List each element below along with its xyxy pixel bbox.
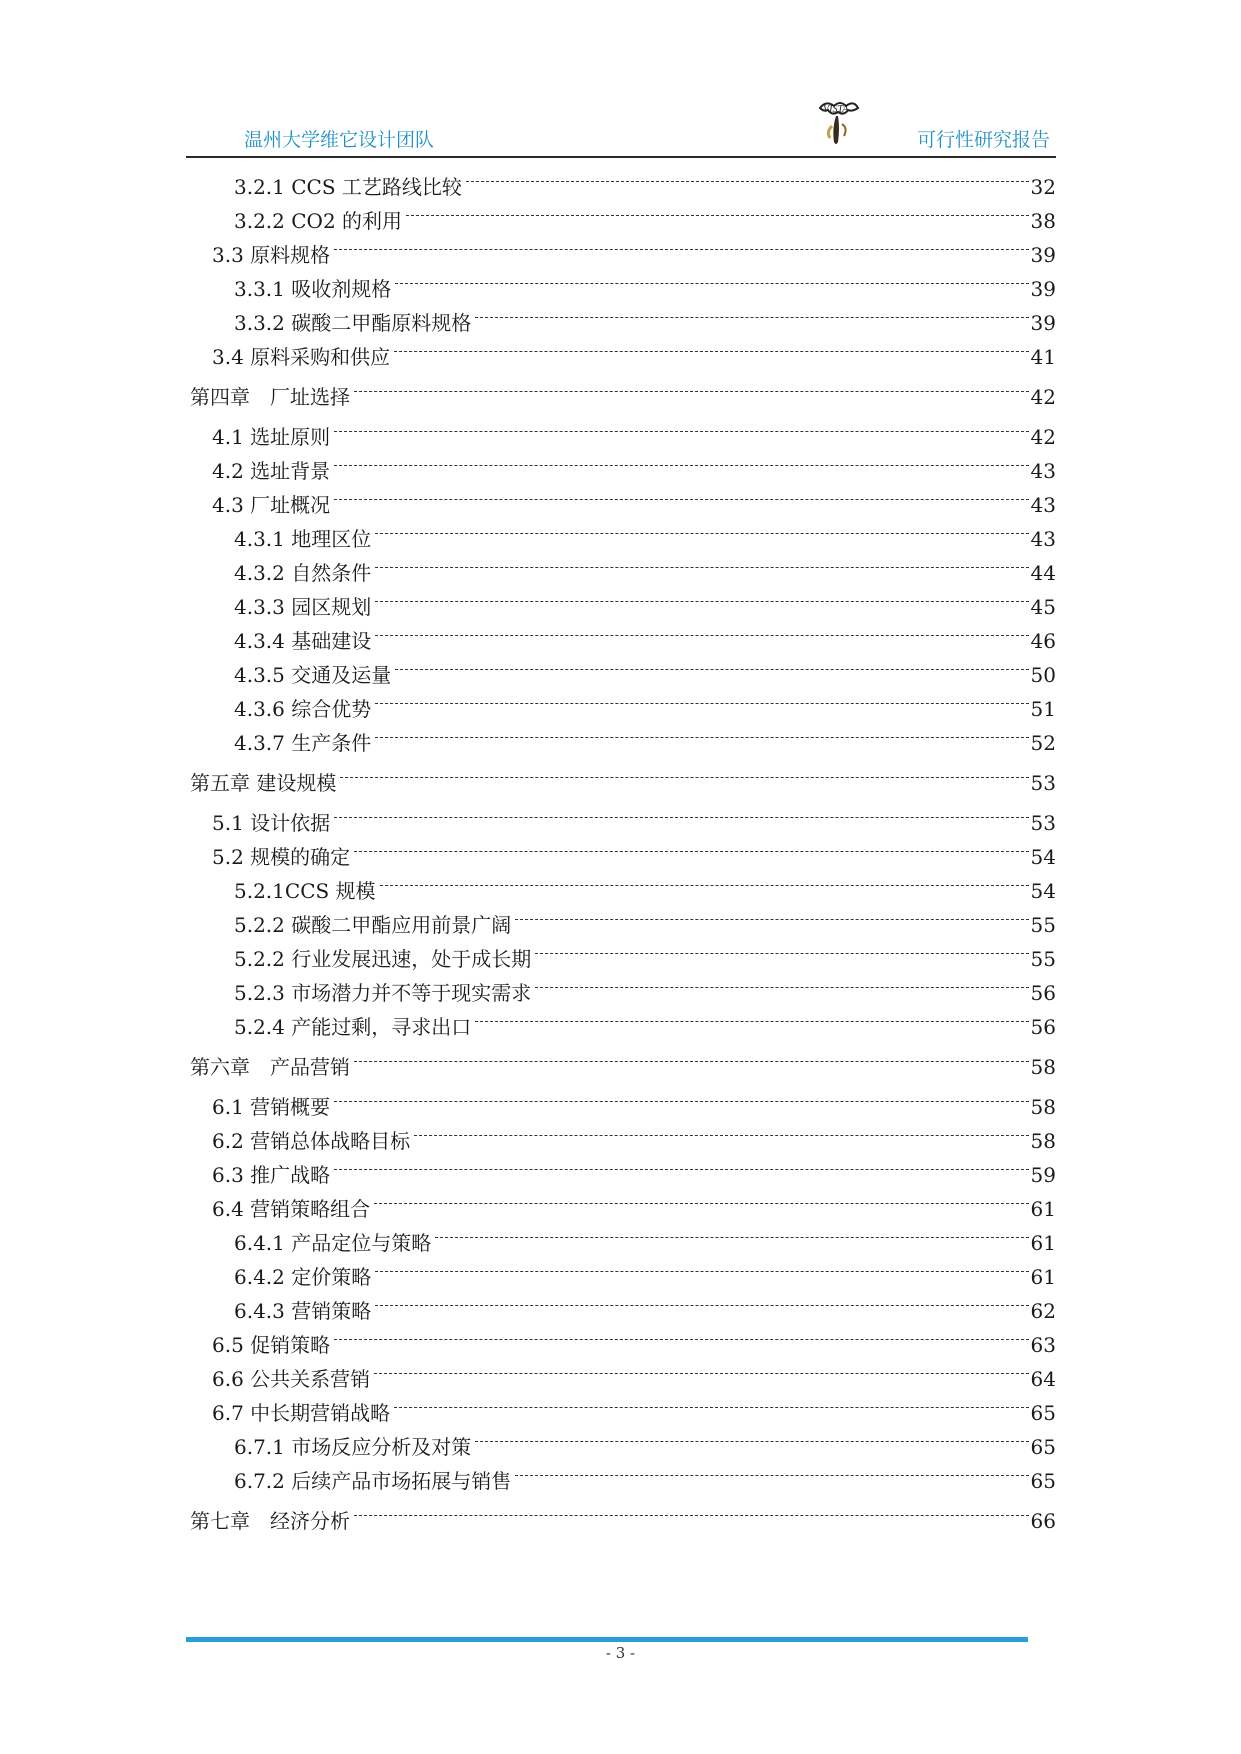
- toc-leader: [334, 410, 1028, 444]
- toc-leader: [375, 716, 1028, 750]
- toc-leader: [375, 512, 1028, 546]
- toc-leader: [334, 796, 1028, 830]
- toc-leader: [515, 1454, 1028, 1488]
- toc-item-page: 58: [1030, 1129, 1056, 1153]
- toc-leader: [515, 898, 1028, 932]
- toc-leader: [374, 1352, 1028, 1386]
- toc-leader: [334, 1080, 1028, 1114]
- toc-leader: [375, 1284, 1028, 1318]
- toc-item-page: 59: [1030, 1163, 1056, 1187]
- toc-leader: [466, 160, 1029, 194]
- toc-item-label: 6.2 营销总体战略目标: [212, 1129, 411, 1153]
- toc-leader: [535, 932, 1028, 966]
- toc-item-label: 4.3.1 地理区位: [234, 527, 372, 551]
- toc-leader: [375, 580, 1028, 614]
- toc-item-label: 6.4.3 营销策略: [234, 1299, 372, 1323]
- table-of-contents: [186, 160, 1056, 1534]
- toc-item-label: 6.3 推广战略: [212, 1163, 331, 1187]
- toc-item[interactable]: [186, 194, 1056, 233]
- toc-leader: [475, 296, 1028, 330]
- toc-item-page: 51: [1030, 697, 1056, 721]
- toc-item[interactable]: [186, 228, 1056, 267]
- toc-leader: [435, 1216, 1028, 1250]
- toc-item-page: 65: [1030, 1469, 1056, 1493]
- toc-item[interactable]: [186, 1216, 1056, 1255]
- toc-leader: [334, 478, 1028, 512]
- toc-item[interactable]: [186, 1148, 1056, 1187]
- toc-item[interactable]: [186, 682, 1056, 721]
- toc-item[interactable]: [186, 614, 1056, 653]
- toc-item-label: 3.2.1 CCS 工艺路线比较: [234, 175, 462, 199]
- toc-item-label: 5.2.4 产能过剩，寻求出口: [234, 1015, 472, 1039]
- toc-item-page: 56: [1030, 1015, 1056, 1039]
- toc-leader: [395, 262, 1028, 296]
- toc-item-page: 61: [1030, 1231, 1056, 1255]
- toc-item-page: 64: [1030, 1367, 1056, 1391]
- toc-item[interactable]: [186, 932, 1056, 971]
- toc-item-label: 6.4 营销策略组合: [212, 1197, 371, 1221]
- toc-item-page: 61: [1030, 1265, 1056, 1289]
- toc-item-page: 38: [1030, 209, 1056, 233]
- toc-item[interactable]: [186, 830, 1056, 869]
- toc-item[interactable]: [186, 1080, 1056, 1119]
- toc-item-label: 4.3.7 生产条件: [234, 731, 372, 755]
- toc-item-label: 6.5 促销策略: [212, 1333, 331, 1357]
- toc-item[interactable]: [186, 546, 1056, 585]
- toc-item[interactable]: [186, 1284, 1056, 1323]
- toc-item[interactable]: [186, 796, 1056, 835]
- toc-item[interactable]: [186, 716, 1056, 755]
- footer-rule: [186, 1637, 1028, 1642]
- toc-item[interactable]: [186, 1182, 1056, 1221]
- toc-item-page: 53: [1030, 771, 1056, 795]
- toc-item-label: 3.3 原料规格: [212, 243, 331, 267]
- toc-item[interactable]: [186, 1250, 1056, 1289]
- toc-item-label: 5.2.2 碳酸二甲酯应用前景广阔: [234, 913, 512, 937]
- toc-item-page: 54: [1030, 879, 1056, 903]
- toc-item-page: 61: [1030, 1197, 1056, 1221]
- toc-leader: [340, 756, 1028, 790]
- toc-item[interactable]: [186, 1352, 1056, 1391]
- toc-item-page: 50: [1030, 663, 1056, 687]
- toc-leader: [414, 1114, 1028, 1148]
- toc-leader: [406, 194, 1029, 228]
- svg-text:VISTA: VISTA: [823, 104, 849, 115]
- toc-item-label: 6.1 营销概要: [212, 1095, 331, 1119]
- vista-logo-icon: [814, 98, 862, 150]
- toc-item[interactable]: [186, 1454, 1056, 1493]
- toc-item-label: 6.4.1 产品定位与策略: [234, 1231, 432, 1255]
- toc-item-label: 5.2.2 行业发展迅速，处于成长期: [234, 947, 532, 971]
- toc-leader: [475, 1420, 1028, 1454]
- toc-chapter[interactable]: [186, 1040, 1056, 1079]
- toc-leader: [334, 1318, 1028, 1352]
- toc-item-page: 44: [1030, 561, 1056, 585]
- toc-leader: [535, 966, 1028, 1000]
- toc-leader: [374, 1182, 1028, 1216]
- toc-item[interactable]: [186, 1114, 1056, 1153]
- toc-item-label: 第七章 经济分析: [190, 1509, 350, 1533]
- toc-item[interactable]: [186, 1000, 1056, 1039]
- toc-leader: [354, 370, 1029, 404]
- toc-item[interactable]: [186, 512, 1056, 551]
- toc-item-label: 5.2.1CCS 规模: [234, 879, 376, 903]
- toc-item[interactable]: [186, 864, 1056, 903]
- toc-item-page: 43: [1030, 459, 1056, 483]
- toc-item-label: 6.7.1 市场反应分析及对策: [234, 1435, 472, 1459]
- report-title: 可行性研究报告: [916, 129, 1050, 151]
- toc-leader: [375, 1250, 1028, 1284]
- toc-leader: [354, 1040, 1029, 1074]
- toc-item-page: 62: [1030, 1299, 1056, 1323]
- toc-item-page: 66: [1030, 1509, 1056, 1533]
- toc-item-label: 4.3 厂址概况: [212, 493, 331, 517]
- toc-item-page: 39: [1030, 277, 1056, 301]
- toc-item-page: 55: [1030, 947, 1056, 971]
- toc-item-label: 6.4.2 定价策略: [234, 1265, 372, 1289]
- toc-item-label: 4.2 选址背景: [212, 459, 331, 483]
- toc-leader: [375, 614, 1028, 648]
- toc-item[interactable]: [186, 296, 1056, 335]
- toc-item-page: 43: [1030, 493, 1056, 517]
- toc-item-label: 6.7 中长期营销战略: [212, 1401, 391, 1425]
- toc-item-label: 4.3.5 交通及运量: [234, 663, 392, 687]
- toc-leader: [375, 546, 1028, 580]
- toc-item-label: 第五章 建设规模: [190, 771, 337, 795]
- toc-item[interactable]: [186, 898, 1056, 937]
- toc-leader: [354, 830, 1028, 864]
- toc-item-label: 第六章 产品营销: [190, 1055, 350, 1079]
- toc-item-label: 第四章 厂址选择: [190, 385, 350, 409]
- toc-item[interactable]: [186, 580, 1056, 619]
- toc-leader: [394, 330, 1028, 364]
- page-header: [186, 84, 1056, 158]
- toc-chapter[interactable]: [186, 1494, 1056, 1533]
- toc-item-page: 46: [1030, 629, 1056, 653]
- team-name: 温州大学维它设计团队: [244, 129, 435, 151]
- toc-item-page: 54: [1030, 845, 1056, 869]
- toc-item-page: 39: [1030, 311, 1056, 335]
- toc-leader: [475, 1000, 1028, 1034]
- toc-leader: [380, 864, 1029, 898]
- toc-item[interactable]: [186, 330, 1056, 369]
- toc-item[interactable]: [186, 648, 1056, 687]
- toc-item-label: 4.3.4 基础建设: [234, 629, 372, 653]
- toc-item-page: 58: [1030, 1095, 1056, 1119]
- toc-chapter[interactable]: [186, 370, 1056, 409]
- toc-item[interactable]: [186, 966, 1056, 1005]
- toc-leader: [394, 1386, 1028, 1420]
- toc-item-page: 56: [1030, 981, 1056, 1005]
- toc-item-page: 41: [1030, 345, 1056, 369]
- toc-item-label: 3.3.2 碳酸二甲酯原料规格: [234, 311, 472, 335]
- toc-item[interactable]: [186, 478, 1056, 517]
- toc-item-label: 6.7.2 后续产品市场拓展与销售: [234, 1469, 512, 1493]
- toc-item-page: 43: [1030, 527, 1056, 551]
- toc-item-page: 45: [1030, 595, 1056, 619]
- toc-item[interactable]: [186, 262, 1056, 301]
- toc-leader: [375, 682, 1028, 716]
- toc-item-label: 6.6 公共关系营销: [212, 1367, 371, 1391]
- toc-item-label: 5.1 设计依据: [212, 811, 331, 835]
- toc-item-page: 52: [1030, 731, 1056, 755]
- toc-item-page: 58: [1030, 1055, 1056, 1079]
- toc-item-page: 39: [1030, 243, 1056, 267]
- toc-item-label: 3.2.2 CO2 的利用: [234, 209, 403, 233]
- toc-item-page: 65: [1030, 1435, 1056, 1459]
- toc-item[interactable]: [186, 1386, 1056, 1425]
- toc-item-label: 5.2 规模的确定: [212, 845, 351, 869]
- toc-item-page: 55: [1030, 913, 1056, 937]
- toc-leader: [354, 1494, 1029, 1528]
- toc-item-page: 65: [1030, 1401, 1056, 1425]
- toc-item-label: 4.3.2 自然条件: [234, 561, 372, 585]
- toc-item-label: 3.4 原料采购和供应: [212, 345, 391, 369]
- toc-item-page: 53: [1030, 811, 1056, 835]
- toc-item-page: 42: [1030, 425, 1056, 449]
- toc-item-page: 63: [1030, 1333, 1056, 1357]
- toc-item-label: 3.3.1 吸收剂规格: [234, 277, 392, 301]
- page-number: - 3 -: [605, 1644, 636, 1662]
- toc-item-label: 4.1 选址原则: [212, 425, 331, 449]
- toc-item-label: 4.3.6 综合优势: [234, 697, 372, 721]
- toc-item[interactable]: [186, 410, 1056, 449]
- toc-leader: [395, 648, 1028, 682]
- toc-item-page: 42: [1030, 385, 1056, 409]
- toc-item-label: 4.3.3 园区规划: [234, 595, 372, 619]
- toc-item-label: 5.2.3 市场潜力并不等于现实需求: [234, 981, 532, 1005]
- toc-item-page: 32: [1030, 175, 1056, 199]
- toc-item[interactable]: [186, 444, 1056, 483]
- toc-leader: [334, 1148, 1028, 1182]
- toc-item[interactable]: [186, 160, 1056, 199]
- toc-item[interactable]: [186, 1318, 1056, 1357]
- toc-chapter[interactable]: [186, 756, 1056, 795]
- toc-leader: [334, 444, 1028, 478]
- toc-item[interactable]: [186, 1420, 1056, 1459]
- toc-leader: [334, 228, 1028, 262]
